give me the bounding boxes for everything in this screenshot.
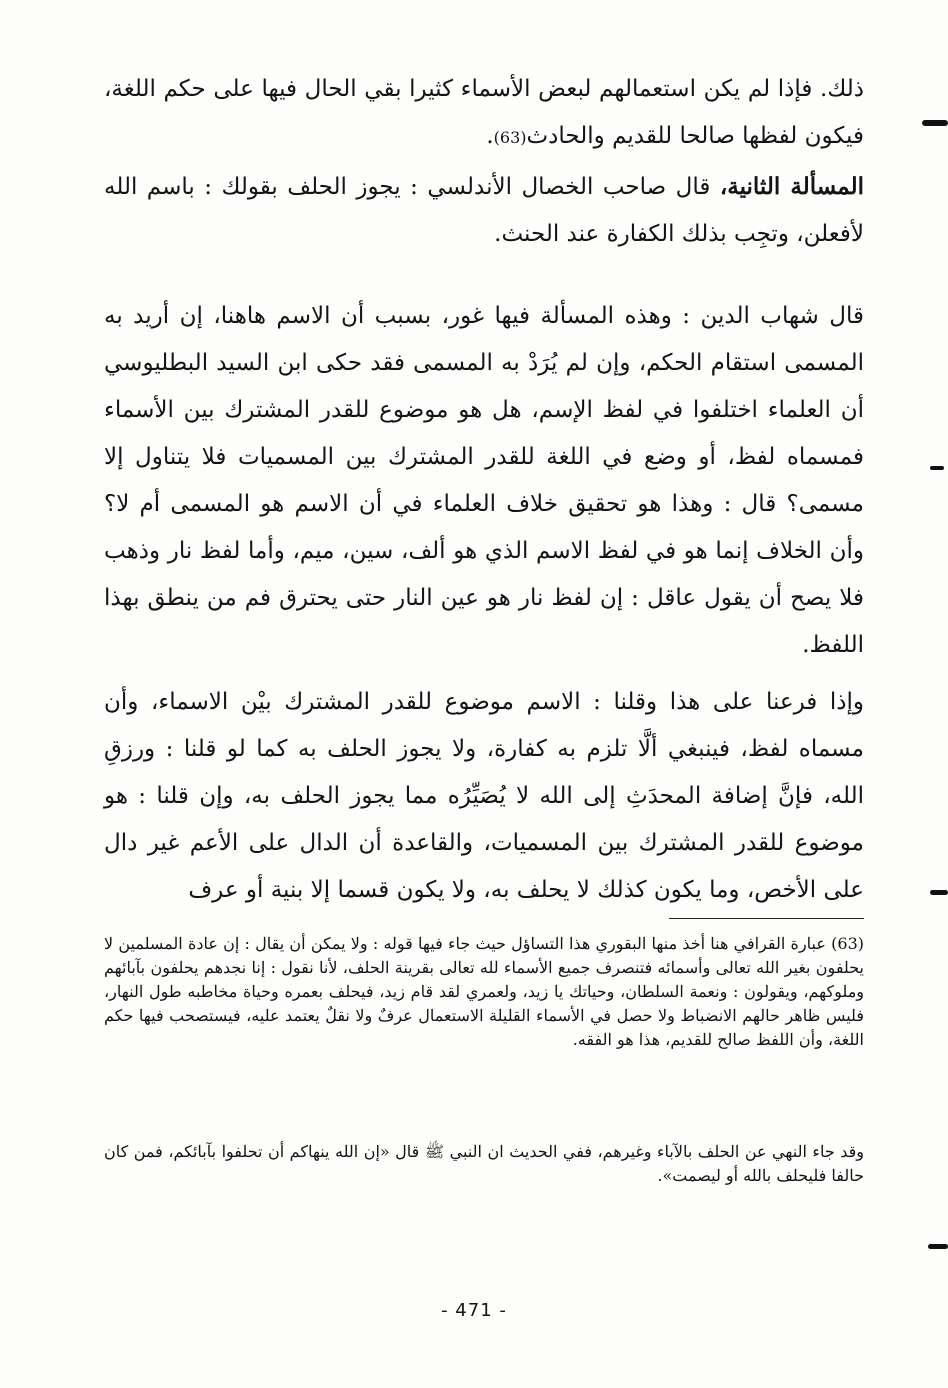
paragraph-3: قال شهاب الدين : وهذه المسألة فيها غور، بسبب أن الاسم هاهنا، إن أريد به المسمى استقام الحكم، وإن لم يُرَدْ به المسمى فقد حكى ابن السيد البطليوسي أن العلماء اختلفوا في لفظ الإسم، هل هو موضوع للقدر المشترك بين الأسماء فمسماه لفظ، أو وضع في اللغة للقدر المشترك بين المسميات فلا يتناول إلا مسمى؟ قال : وهذا هو تحقيق خلاف العلماء في أن الاسم هو المسمى أم لا؟ وأن الخلاف إنما هو في لفظ الاسم الذي هو ألف، سين، ميم، وأما لفظ نار وذهب فلا يصح أن يقول عاقل : إن لفظ نار هو عين النار حتى يحترق فم من ينطق بهذا اللفظ. <box>104 303 864 658</box>
paragraph-1-text: ذلك. فإذا لم يكن استعمالهم لبعض الأسماء كثيرا بقي الحال فيها على حكم اللغة، فيكون لفظها صالحا للقديم والحادث <box>104 76 864 149</box>
scan-edge-mark <box>922 120 948 126</box>
footnote-reference-63: (63) <box>493 128 527 147</box>
footnote-63 <box>104 932 864 1052</box>
scan-edge-mark <box>930 890 948 895</box>
scan-edge-mark <box>930 466 944 470</box>
paragraph-4: وإذا فرعنا على هذا وقلنا : الاسم موضوع للقدر المشترك بيْن الاسماء، وأن مسماه لفظ، فينبغي ألَّا تلزم به كفارة، ولا يجوز الحلف به كما لو قلنا : ورزقِ الله، فإنَّ إضافة المحدَثِ إلى الله لا يُصَيِّرُه مما يجوز الحلف به، وإن قلنا : هو موضوع للقدر المشترك بين المسميات، والقاعدة أن الدال على الأعم غير دال على الأخص، وما يكون كذلك لا يحلف به، ولا يكون قسما إلا بنية أو عرف <box>104 689 864 903</box>
paragraph-1-end: . <box>486 123 494 149</box>
issue-heading: المسألة الثانية، <box>719 173 864 200</box>
paragraph-1 <box>104 66 864 161</box>
footnote-separator <box>669 918 864 919</box>
scan-edge-mark <box>928 1244 948 1249</box>
paragraph-2 <box>104 163 864 258</box>
paragraph-2-text: قال صاحب الخصال الأندلسي : يجوز الحلف بقولك : باسم الله لأفعلن، وتجِب بذلك الكفارة عند الحنث. <box>104 174 864 247</box>
footnote-number: (63) <box>831 934 864 953</box>
page-number: - 471 - <box>441 1300 507 1321</box>
footnote-63-text: عبارة القرافي هنا أخذ منها البقوري هذا التساؤل حيث جاء فيها قوله : ولا يمكن أن يقال : إن عادة المسلمين لا يحلفون بغير الله تعالى وأسمائه فتنصرف جميع الأسماء لله تعالى بقرينة الحلف، لأنا نقول : إنا نجدهم يحلفون بآبائهم وملوكهم، ويقولون : ونعمة السلطان، وحياتك يا زيد، ولعمري لقد قام زيد، فيحلف بعمره وحياة مخاطبه طول النهار، فليس ظاهر حالهم الانضباط ولا حصل في الأسماء القليلة الاستعمال عرفٌ ولا نقلٌ يعتمد عليه، فيستصحب فيها حكم اللغة، وأن اللفظ صالح للقديم، هذا هو الفقه. <box>104 934 864 1049</box>
footnote-63-continuation: وقد جاء النهي عن الحلف بالآباء وغيرهم، ففي الحديث ان النبي ﷺ قال «إن الله ينهاكم أن تحلفوا بآبائكم، فمن كان حالفا فليحلف بالله أو ليصمت». <box>104 1142 864 1185</box>
